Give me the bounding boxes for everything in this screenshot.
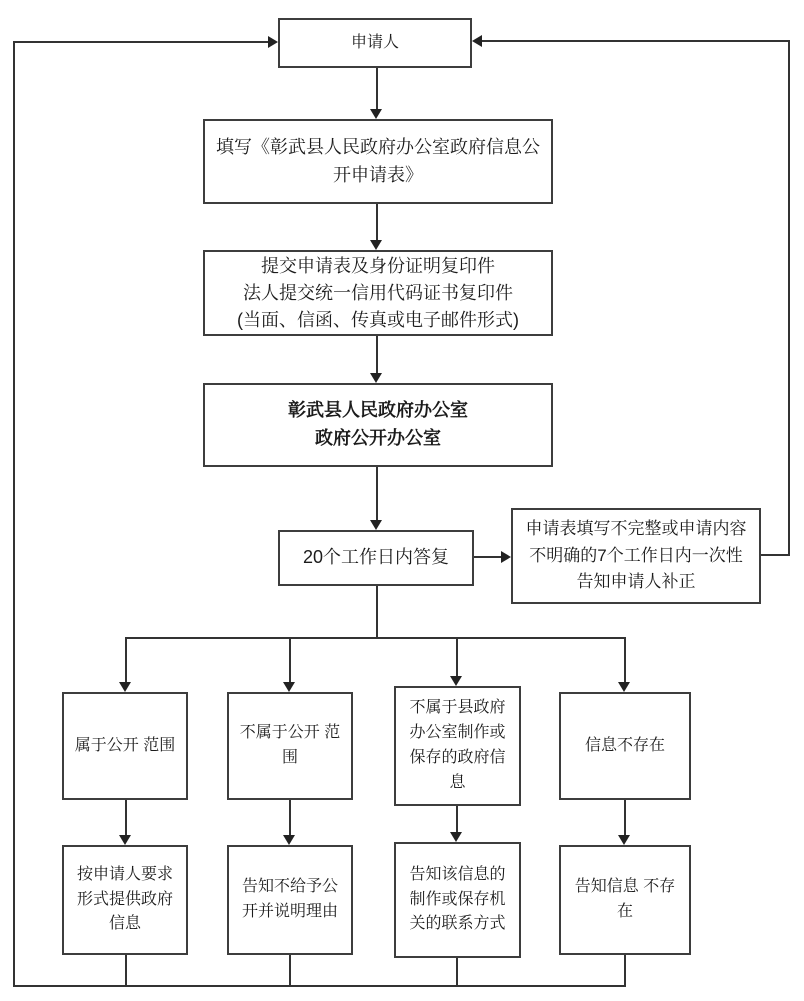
node-office — [203, 383, 553, 467]
node-result-provide — [62, 845, 188, 955]
arrow-down-icon — [370, 240, 382, 250]
node-submit-line1: 提交申请表及身份证明复印件 — [261, 255, 495, 276]
connector-branch1 — [125, 637, 127, 683]
connector-fillform-submit — [376, 204, 378, 241]
connector-branch3 — [456, 637, 458, 677]
arrow-down-icon — [450, 676, 462, 686]
connector-supplement-stub — [761, 554, 790, 556]
arrow-down-icon — [370, 520, 382, 530]
connector-result3-collector — [456, 958, 458, 987]
connector-bottom-collector — [13, 985, 626, 987]
arrow-down-icon — [283, 682, 295, 692]
arrow-down-icon — [119, 682, 131, 692]
node-reply-label: 20个工作日内答复 — [302, 547, 450, 568]
connector-branch-spread — [126, 637, 626, 639]
arrow-down-icon — [618, 682, 630, 692]
connector-right-feedback-horizontal — [482, 40, 790, 42]
connector-branch3-result — [456, 806, 458, 833]
connector-branch4 — [624, 637, 626, 683]
node-result-not-exist-label: 告知信息 不存在 — [574, 878, 676, 920]
node-result-refuse-label: 告知不给予公开并说明理由 — [241, 878, 338, 920]
connector-branch4-result — [624, 800, 626, 836]
node-submit-line2: 法人提交统一信用代码证书复印件 — [243, 282, 513, 303]
connector-branch2-result — [289, 800, 291, 836]
connector-result4-collector — [624, 955, 626, 987]
arrow-down-icon — [450, 832, 462, 842]
connector-branch2 — [289, 637, 291, 683]
node-branch-public — [62, 692, 188, 800]
connector-result2-collector — [289, 955, 291, 987]
arrow-left-icon — [472, 35, 482, 47]
node-supplement — [511, 508, 761, 604]
node-branch-not-exist — [559, 692, 691, 800]
node-branch-not-made-label: 不属于县政府办公室制作或保存的政府信息 — [409, 699, 506, 791]
connector-result1-collector — [125, 955, 127, 987]
node-branch-not-public-label: 不属于公开 范围 — [239, 724, 341, 766]
node-office-line2: 政府公开办公室 — [315, 428, 441, 448]
arrow-right-icon — [501, 551, 511, 563]
arrow-down-icon — [119, 835, 131, 845]
node-supplement-label: 申请表填写不完整或申请内容不明确的7个工作日内一次性告知申请人补正 — [525, 519, 747, 592]
connector-submit-office — [376, 336, 378, 374]
node-fill-form — [203, 119, 553, 204]
node-office-line1: 彰武县人民政府办公室 — [288, 400, 468, 421]
node-result-contact — [394, 842, 521, 958]
arrow-right-icon — [268, 36, 278, 48]
node-applicant — [278, 18, 472, 68]
connector-branch1-result — [125, 800, 127, 836]
node-branch-not-made — [394, 686, 521, 806]
node-reply — [278, 530, 474, 586]
connector-reply-trunk — [376, 586, 378, 639]
node-submit — [203, 250, 553, 336]
node-applicant-label: 申请人 — [350, 33, 399, 51]
node-branch-public-label: 属于公开 范围 — [74, 736, 176, 754]
connector-left-feedback-horizontal — [13, 41, 269, 43]
node-branch-not-public — [227, 692, 353, 800]
arrow-down-icon — [370, 109, 382, 119]
node-result-contact-label: 告知该信息的制作或保存机关的联系方式 — [409, 865, 506, 933]
arrow-down-icon — [618, 835, 630, 845]
arrow-down-icon — [370, 373, 382, 383]
connector-reply-supplement — [474, 556, 502, 558]
arrow-down-icon — [283, 835, 295, 845]
node-result-refuse — [227, 845, 353, 955]
node-result-not-exist — [559, 845, 691, 955]
connector-office-reply — [376, 467, 378, 521]
connector-right-feedback-vertical — [788, 40, 790, 556]
connector-left-feedback-vertical — [13, 41, 15, 987]
node-fill-form-label: 填写《彰武县人民政府办公室政府信息公开申请表》 — [216, 136, 540, 185]
node-branch-not-exist-label: 信息不存在 — [584, 736, 665, 754]
connector-applicant-fillform — [376, 68, 378, 111]
node-submit-line3: (当面、信函、传真或电子邮件形式) — [237, 309, 519, 330]
node-result-provide-label: 按申请人要求形式提供政府信息 — [76, 865, 173, 933]
